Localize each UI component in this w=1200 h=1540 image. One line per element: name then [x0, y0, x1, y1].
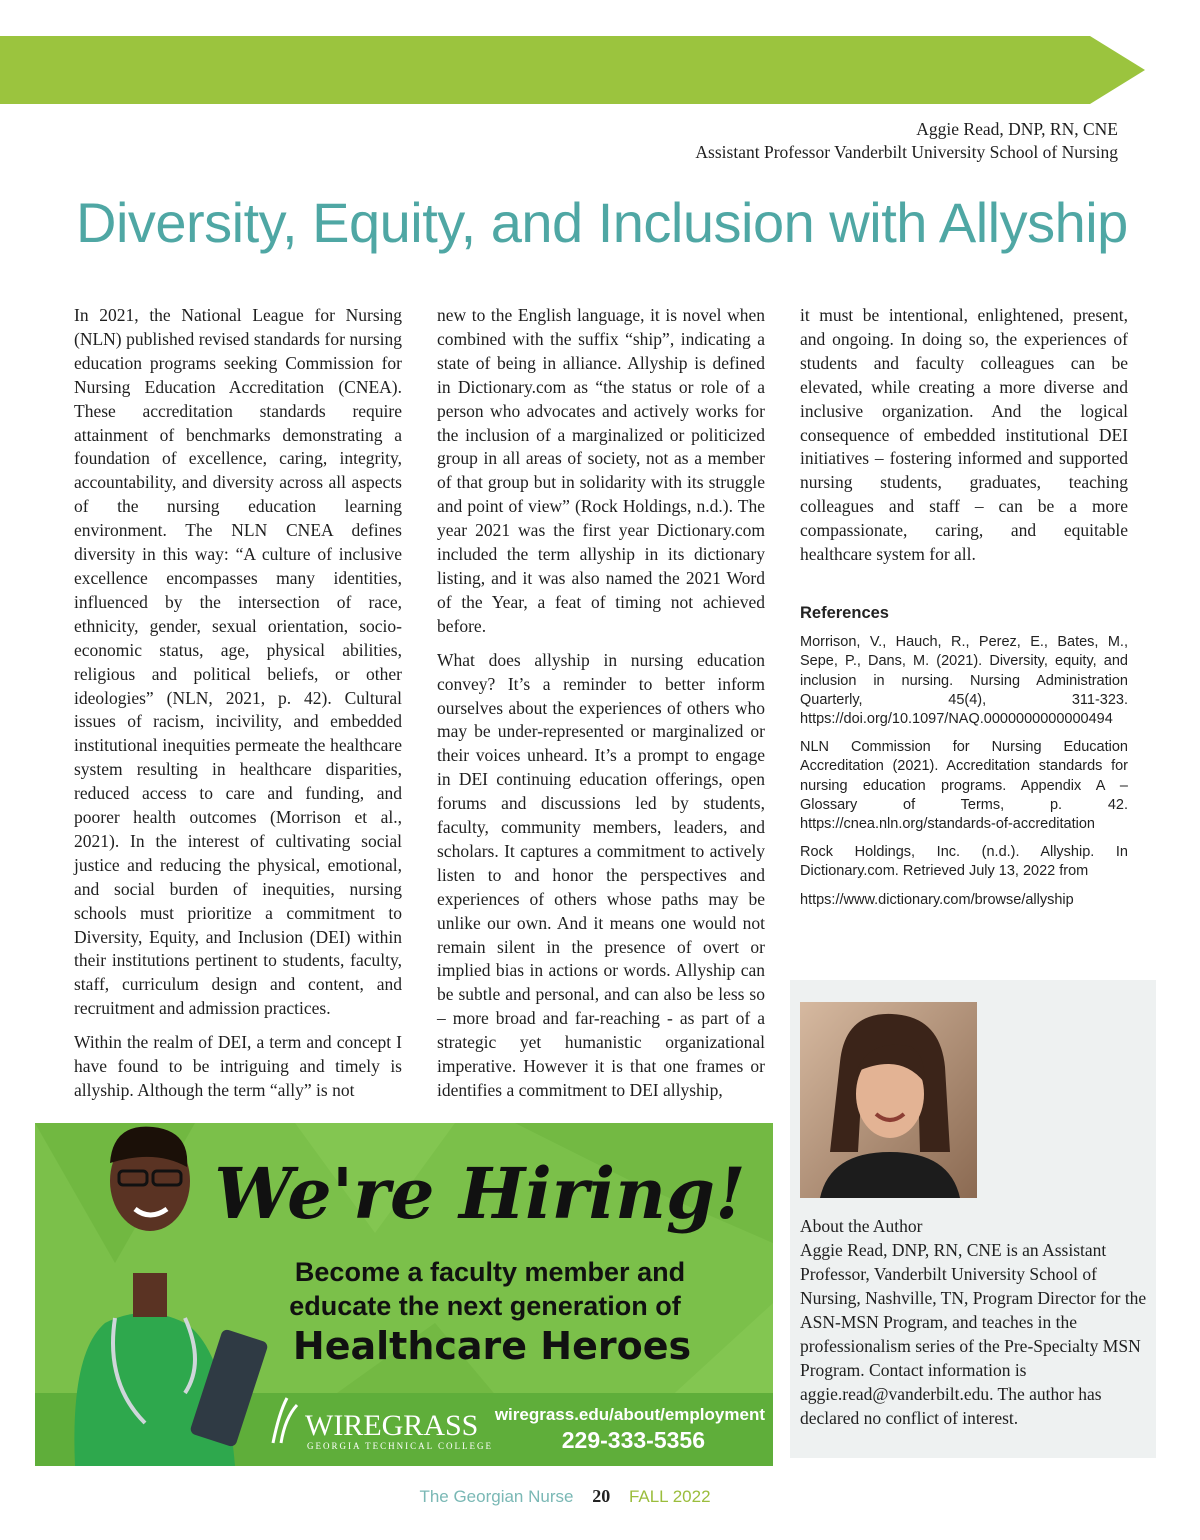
about-author — [800, 1214, 1152, 1430]
about-heading: About the Author — [800, 1216, 923, 1236]
ad-headline: We're Hiring! — [214, 1152, 746, 1235]
paragraph: What does allyship in nursing education convey? It’s a reminder to better inform ourselves about the experiences of others who may be under-represented or marginalized or their voices unheard. It’s a prompt to engage in DEI continuing education offerings, open forums and discussions led by students, faculty, community members, leaders, and scholars. It captures a commitment to actively listen to and honor the perspectives and experiences of others whose paths may be unlike our own. And it means one would not remain silent in the presence of overt or implied bias in actions or words. Allyship can be subtle and personal, and can also be less so – more broad and far-reaching - as part of a strategic yet humanistic organizational imperative. However it is that one frames or identifies a commitment to DEI allyship, — [437, 649, 765, 1100]
ad-url[interactable]: wiregrass.edu/about/employment — [494, 1405, 765, 1424]
article-column-3 — [800, 304, 1128, 577]
ad-line-2: educate the next generation of — [289, 1291, 681, 1321]
reference-item: Rock Holdings, Inc. (n.d.). Allyship. In Dictionary.com. Retrieved July 13, 2022 from — [800, 844, 1128, 880]
byline — [695, 118, 1118, 164]
ad-artwork — [35, 1123, 773, 1466]
publication-name: The Georgian Nurse — [419, 1487, 574, 1506]
references-section — [800, 604, 1128, 919]
paragraph: Within the realm of DEI, a term and concept I have found to be intriguing and timely is allyship. Although the term “ally” is not — [74, 1032, 402, 1100]
ad-line-1: Become a faculty member and — [294, 1257, 686, 1287]
author-bio: Aggie Read, DNP, RN, CNE is an Assistant Professor, Vanderbilt University School of Nursing, Nashville, TN, Program Director for the ASN-MSN Program, and teaches in the professionalism series of the Pre-Specialty MSN Program. Contact information is aggie.read@vanderbilt.edu. The author has declared no conflict of interest. — [800, 1240, 1147, 1428]
author-name: Aggie Read, DNP, RN, CNE — [916, 119, 1118, 139]
references-heading: References — [800, 604, 889, 622]
reference-item: Morrison, V., Hauch, R., Perez, E., Bates, M., Sepe, P., Dans, M. (2021). Diversity, equity, and inclusion in nursing. Nursing Administration Quarterly, 45(4), 311-323. https://doi.org/10.1097/NAQ.0000000000000494 — [800, 634, 1128, 728]
author-photo — [800, 1002, 977, 1198]
author-box — [790, 980, 1156, 1458]
page-number: 20 — [592, 1486, 611, 1506]
ad-logo-subtitle: GEORGIA TECHNICAL COLLEGE — [307, 1441, 493, 1451]
ad-line-3: Healthcare Heroes — [292, 1324, 692, 1368]
article-column-2 — [437, 304, 765, 1113]
header-banner — [0, 36, 1145, 104]
paragraph: In 2021, the National League for Nursing (NLN) published revised standards for nursing education programs seeking Commission for Nursing Education Accreditation (CNEA). These accreditation standards require attainment of benchmarks demonstrating a foundation of excellence, caring, integrity, accountability, and diversity across all aspects of the nursing education learning environment. The NLN CNEA defines diversity in this way: “A culture of inclusive excellence encompasses many identities, influenced by the intersection of race, ethnicity, gender, sexual orientation, socio-economic status, age, physical abilities, religious and political beliefs, or other ideologies” (NLN, 2021, p. 42). Cultural issues of racism, incivility, and embedded institutional inequities permeate the healthcare system resulting in healthcare disparities, reduced access to care and funding, and poorer health outcomes (Morrison et al., 2021). In the interest of cultivating social justice and reducing the physical, emotional, and social burden of inequities, nursing schools must prioritize a commitment to Diversity, Equity, and Inclusion (DEI) within their institutions pertinent to students, faculty, staff, curriculum design and content, and recruitment and admission practices. — [74, 305, 402, 1019]
page-footer — [0, 1486, 1130, 1507]
author-affiliation: Assistant Professor Vanderbilt University School of Nursing — [695, 142, 1118, 162]
hiring-advertisement[interactable] — [35, 1123, 773, 1466]
reference-item: NLN Commission for Nursing Education Accreditation (2021). Accreditation standards for nursing education programs. Appendix A – Glossary of Terms, p. 42. https://cnea.nln.org/standards-of-accreditation — [800, 739, 1128, 833]
paragraph: it must be intentional, enlightened, present, and ongoing. In doing so, the experiences of students and faculty colleagues can be elevated, while creating a more diverse and inclusive organization. And the logical consequence of embedded institutional DEI initiatives – fostering informed and supported nursing students, graduates, teaching colleagues and staff – can be a more compassionate, caring, and equitable healthcare system for all. — [800, 305, 1128, 565]
reference-link[interactable]: https://www.dictionary.com/browse/allyship — [800, 891, 1074, 908]
article-column-1 — [74, 304, 402, 1113]
article-title: Diversity, Equity, and Inclusion with Allyship — [76, 191, 1128, 254]
ad-phone[interactable]: 229-333-5356 — [561, 1427, 705, 1453]
paragraph: new to the English language, it is novel when combined with the suffix “ship”, indicating a state of being in alliance. Allyship is defined in Dictionary.com as “the status or role of a person who advocates and actively works for the inclusion of a marginalized or politicized group in all areas of society, not as a member of that group but in solidarity with its struggle and point of view” (Rock Holdings, n.d.). The year 2021 was the first year Dictionary.com included the term allyship in its dictionary listing, and it was also named the 2021 Word of the Year, a feat of timing not achieved before. — [437, 305, 765, 636]
issue-label: FALL 2022 — [628, 1487, 711, 1506]
ad-logo-name: WIREGRASS — [305, 1409, 479, 1442]
